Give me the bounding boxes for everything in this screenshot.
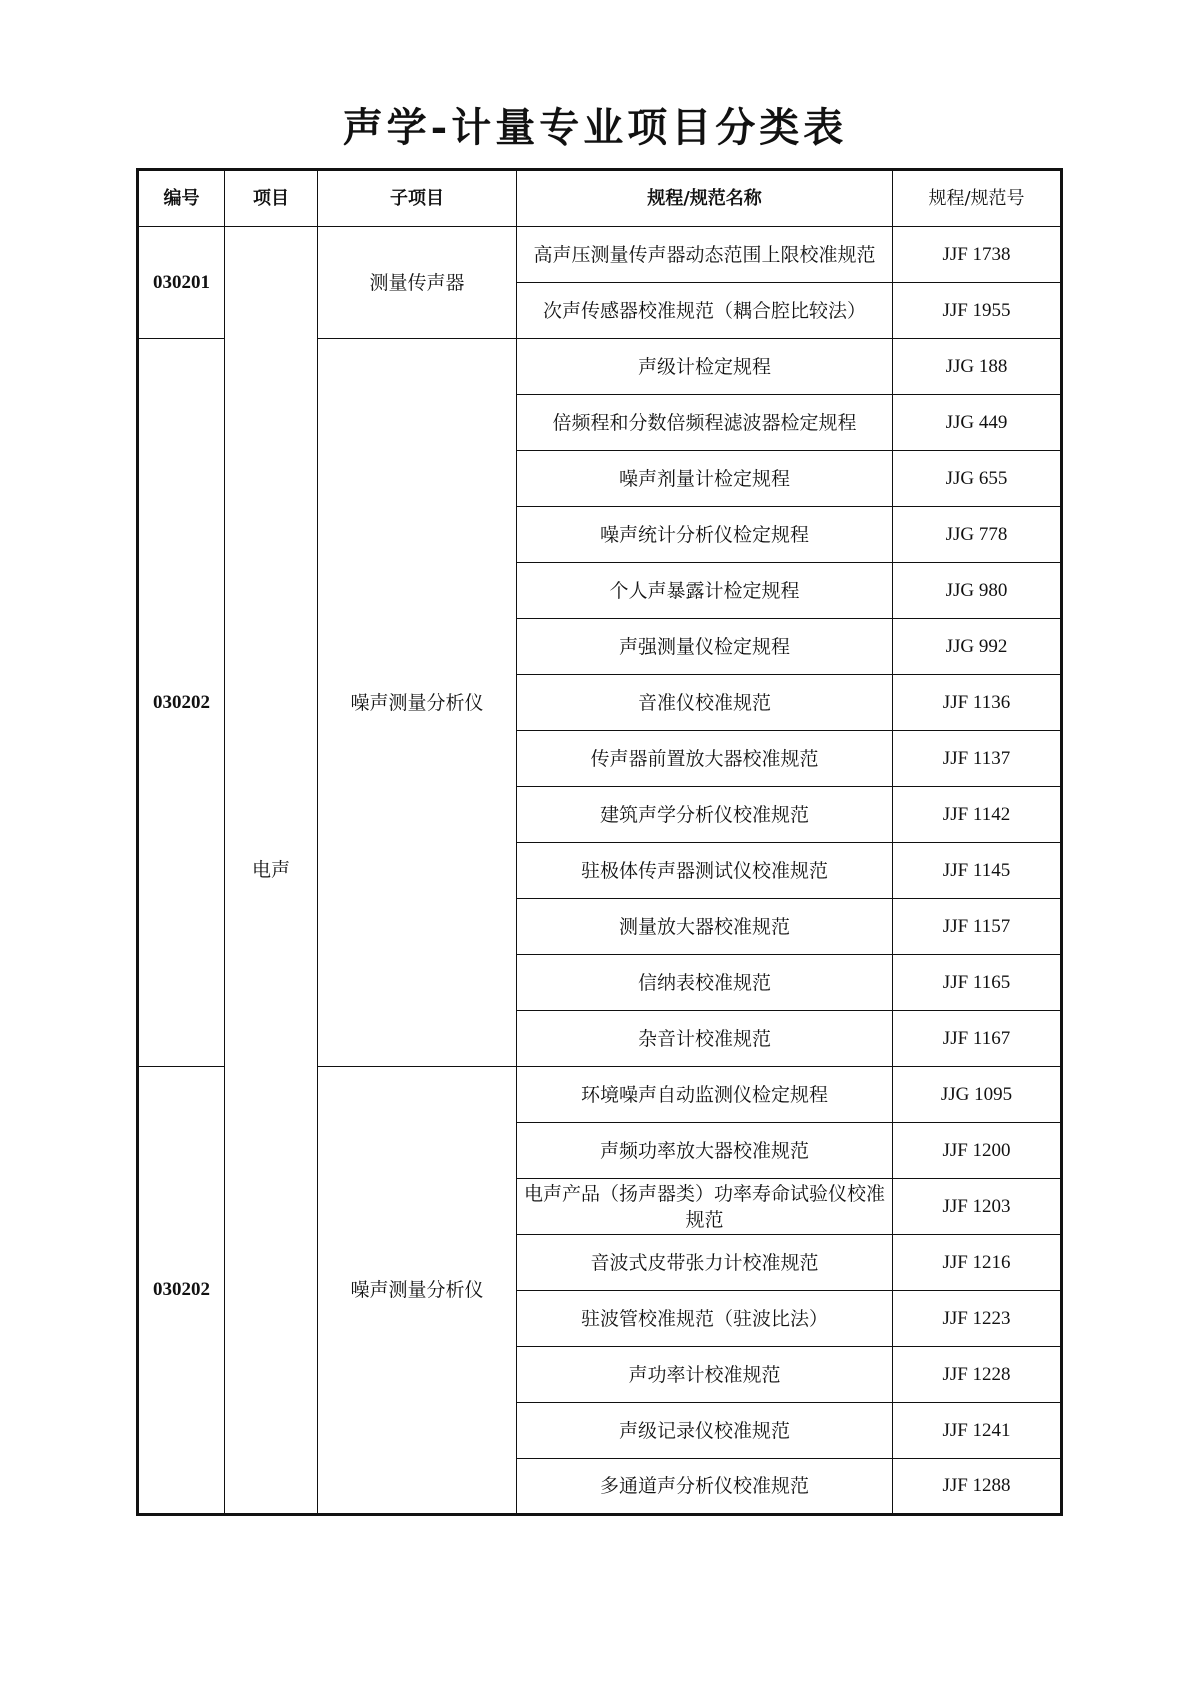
regulation-name: 杂音计校准规范 xyxy=(517,1011,893,1067)
regulation-name: 环境噪声自动监测仪检定规程 xyxy=(517,1067,893,1123)
regulation-name: 测量放大器校准规范 xyxy=(517,899,893,955)
regulation-name: 倍频程和分数倍频程滤波器检定规程 xyxy=(517,395,893,451)
header-number: 规程/规范号 xyxy=(893,170,1062,227)
regulation-name: 信纳表校准规范 xyxy=(517,955,893,1011)
regulation-name: 电声产品（扬声器类）功率寿命试验仪校准规范 xyxy=(517,1179,893,1235)
regulation-number: JJG 655 xyxy=(893,451,1062,507)
regulation-number: JJG 1095 xyxy=(893,1067,1062,1123)
regulation-name: 声频功率放大器校准规范 xyxy=(517,1123,893,1179)
regulation-name: 噪声剂量计检定规程 xyxy=(517,451,893,507)
subitem-name: 噪声测量分析仪 xyxy=(318,1067,517,1515)
group-code: 030202 xyxy=(138,1067,225,1515)
regulation-number: JJF 1165 xyxy=(893,955,1062,1011)
regulation-name: 次声传感器校准规范（耦合腔比较法） xyxy=(517,283,893,339)
item-name: 电声 xyxy=(225,227,318,1515)
regulation-name: 声级记录仪校准规范 xyxy=(517,1403,893,1459)
regulation-number: JJG 188 xyxy=(893,339,1062,395)
regulation-name: 声强测量仪检定规程 xyxy=(517,619,893,675)
header-item: 项目 xyxy=(225,170,318,227)
regulation-number: JJF 1167 xyxy=(893,1011,1062,1067)
regulation-number: JJF 1203 xyxy=(893,1179,1062,1235)
regulation-name: 驻极体传声器测试仪校准规范 xyxy=(517,843,893,899)
regulation-name: 噪声统计分析仪检定规程 xyxy=(517,507,893,563)
header-name: 规程/规范名称 xyxy=(517,170,893,227)
header-row xyxy=(138,170,1062,227)
regulation-number: JJG 449 xyxy=(893,395,1062,451)
regulation-number: JJF 1137 xyxy=(893,731,1062,787)
regulation-name: 音准仪校准规范 xyxy=(517,675,893,731)
group-code: 030202 xyxy=(138,339,225,1067)
regulation-name: 驻波管校准规范（驻波比法） xyxy=(517,1291,893,1347)
subitem-name: 噪声测量分析仪 xyxy=(318,339,517,1067)
regulation-number: JJF 1738 xyxy=(893,227,1062,283)
regulation-number: JJF 1157 xyxy=(893,899,1062,955)
regulation-name: 多通道声分析仪校准规范 xyxy=(517,1459,893,1515)
regulation-number: JJF 1288 xyxy=(893,1459,1062,1515)
regulation-number: JJF 1200 xyxy=(893,1123,1062,1179)
regulation-name: 传声器前置放大器校准规范 xyxy=(517,731,893,787)
table-row xyxy=(138,227,1062,283)
regulation-name: 声功率计校准规范 xyxy=(517,1347,893,1403)
regulation-number: JJF 1955 xyxy=(893,283,1062,339)
table-body xyxy=(138,227,1062,1515)
page-title: 声学-计量专业项目分类表 xyxy=(342,104,848,151)
regulation-number: JJF 1228 xyxy=(893,1347,1062,1403)
regulation-number: JJG 778 xyxy=(893,507,1062,563)
regulation-number: JJG 980 xyxy=(893,563,1062,619)
regulation-name: 建筑声学分析仪校准规范 xyxy=(517,787,893,843)
header-code: 编号 xyxy=(138,170,225,227)
group-code: 030201 xyxy=(138,227,225,339)
regulation-name: 高声压测量传声器动态范围上限校准规范 xyxy=(517,227,893,283)
regulation-number: JJF 1142 xyxy=(893,787,1062,843)
regulation-name: 音波式皮带张力计校准规范 xyxy=(517,1235,893,1291)
regulation-name: 声级计检定规程 xyxy=(517,339,893,395)
regulation-number: JJG 992 xyxy=(893,619,1062,675)
regulation-number: JJF 1145 xyxy=(893,843,1062,899)
header-subitem: 子项目 xyxy=(318,170,517,227)
subitem-name: 测量传声器 xyxy=(318,227,517,339)
regulation-number: JJF 1216 xyxy=(893,1235,1062,1291)
regulation-number: JJF 1241 xyxy=(893,1403,1062,1459)
classification-table xyxy=(136,168,1063,1516)
regulation-name: 个人声暴露计检定规程 xyxy=(517,563,893,619)
regulation-number: JJF 1223 xyxy=(893,1291,1062,1347)
regulation-number: JJF 1136 xyxy=(893,675,1062,731)
